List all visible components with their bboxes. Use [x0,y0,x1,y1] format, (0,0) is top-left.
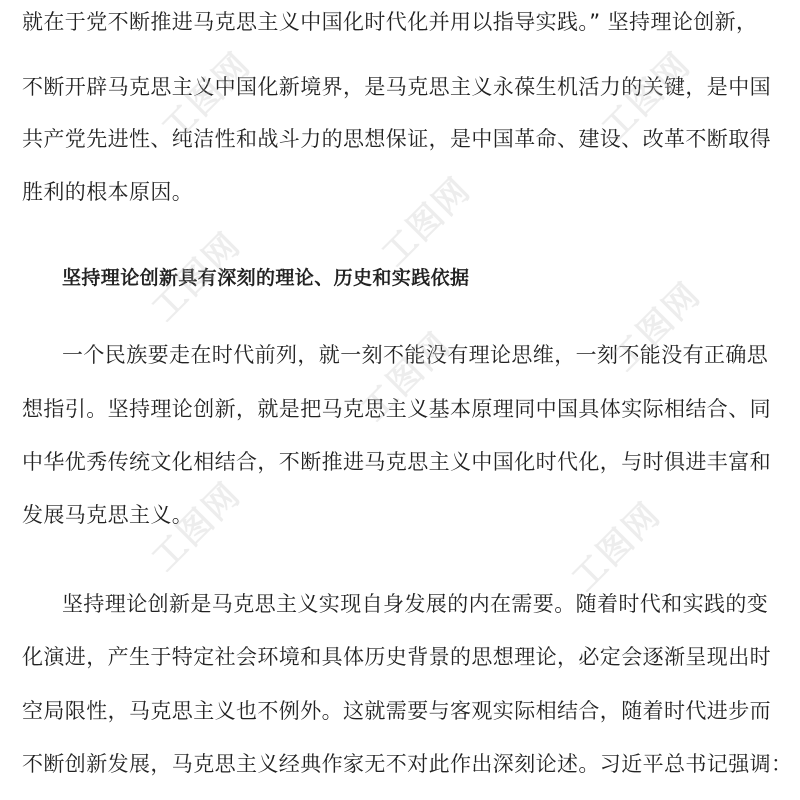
watermark: 工图网 [564,494,669,600]
section-heading: 坚持理论创新具有深刻的理论、历史和实践依据 [62,267,470,289]
paragraph-1-line-3: 共产党先进性、纯洁性和战斗力的思想保证，是中国革命、建设、改革不断取得 [22,127,771,151]
watermark: 工图网 [374,169,479,275]
paragraph-3-line-3: 空局限性，马克思主义也不例外。这就需要与客观实际相结合，随着时代进步而 [22,699,771,723]
watermark: 工图网 [594,44,699,150]
paragraph-3-line-2: 化演进，产生于特定社会环境和具体历史背景的思想理论，必定会逐渐呈现出时 [22,645,771,669]
paragraph-2-line-4: 发展马克思主义。 [22,503,194,527]
paragraph-2-line-1: 一个民族要走在时代前列，就一刻不能没有理论思维，一刻不能没有正确思 [62,343,769,367]
paragraph-2-line-3: 中华优秀传统文化相结合，不断推进马克思主义中国化时代化，与时俱进丰富和 [22,450,771,474]
paragraph-1-line-1: 就在于党不断推进马克思主义中国化时代化并用以指导实践。” 坚持理论创新， [22,10,758,34]
watermark: 工图网 [144,224,249,330]
paragraph-2-line-2: 想指引。坚持理论创新，就是把马克思主义基本原理同中国具体实际相结合、同 [22,397,771,421]
paragraph-1-line-2: 不断开辟马克思主义中国化新境界，是马克思主义永葆生机活力的关键，是中国 [22,75,771,99]
paragraph-3-line-4: 不断创新发展，马克思主义经典作家无不对此作出深刻论述。习近平总书记强调： [22,752,793,776]
watermark: 工图网 [354,324,459,430]
watermark: 工图网 [154,44,259,150]
paragraph-3-line-1: 坚持理论创新是马克思主义实现自身发展的内在需要。随着时代和实践的变 [62,592,769,616]
paragraph-1-line-4: 胜利的根本原因。 [22,180,194,204]
watermark: 工图网 [144,474,249,580]
watermark: 工图网 [604,274,709,380]
